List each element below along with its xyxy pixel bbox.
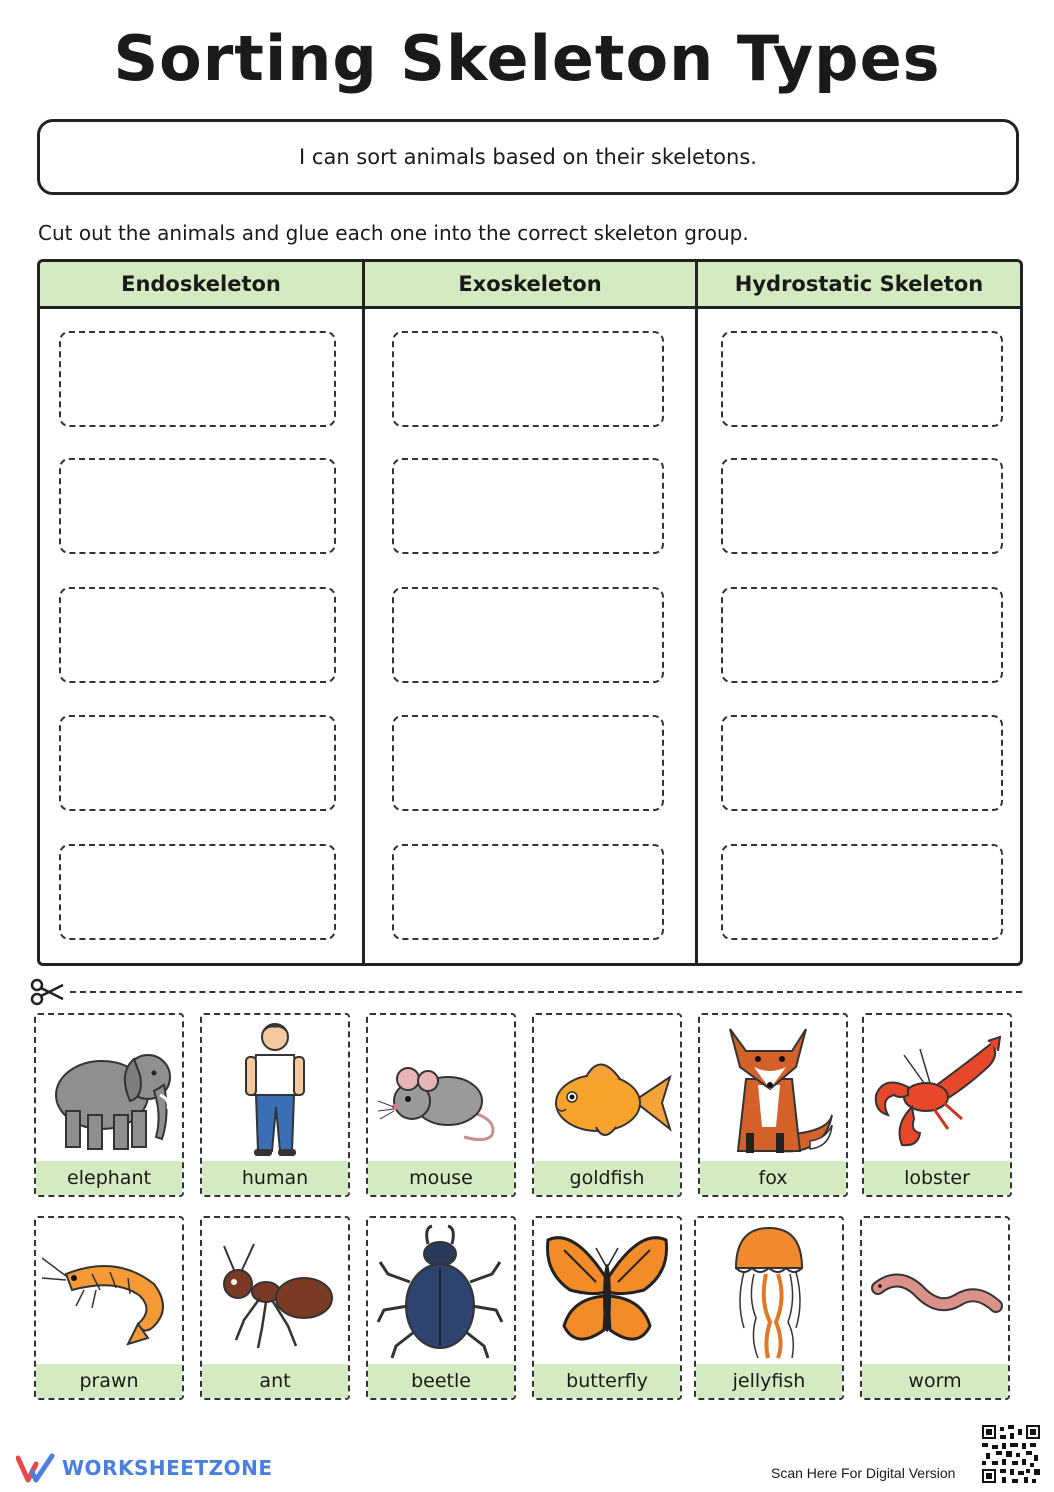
drop-slot[interactable]	[721, 844, 1003, 940]
learning-objective-text: I can sort animals based on their skeletons.	[299, 145, 757, 169]
column-hydrostatic-skeleton	[695, 262, 1020, 963]
drop-slot[interactable]	[392, 587, 664, 683]
drop-slot[interactable]	[59, 587, 336, 683]
brand-name: WORKSHEETZONE	[62, 1456, 273, 1480]
card-label: prawn	[36, 1364, 182, 1398]
column-header-exoskeleton: Exoskeleton	[365, 262, 695, 309]
drop-slot[interactable]	[721, 331, 1003, 427]
animal-card-worm[interactable]	[860, 1216, 1010, 1400]
beetle-icon	[368, 1218, 514, 1364]
drop-slot[interactable]	[59, 715, 336, 811]
drop-slot[interactable]	[721, 587, 1003, 683]
card-label: human	[202, 1161, 348, 1195]
card-label: fox	[700, 1161, 846, 1195]
column-header-hydrostatic: Hydrostatic Skeleton	[698, 262, 1020, 309]
drop-slot[interactable]	[392, 715, 664, 811]
animal-card-human[interactable]	[200, 1013, 350, 1197]
card-label: elephant	[36, 1161, 182, 1195]
qr-code-icon[interactable]	[982, 1425, 1040, 1483]
animal-card-prawn[interactable]	[34, 1216, 184, 1400]
card-label: lobster	[864, 1161, 1010, 1195]
card-label: worm	[862, 1364, 1008, 1398]
animal-card-ant[interactable]	[200, 1216, 350, 1400]
card-label: ant	[202, 1364, 348, 1398]
animal-card-butterfly[interactable]	[532, 1216, 682, 1400]
mouse-icon	[368, 1015, 514, 1161]
drop-slot[interactable]	[392, 331, 664, 427]
animal-card-beetle[interactable]	[366, 1216, 516, 1400]
drop-slot[interactable]	[392, 458, 664, 554]
goldfish-icon	[534, 1015, 680, 1161]
column-exoskeleton	[362, 262, 695, 963]
brand-logo	[16, 1452, 272, 1484]
page-title: Sorting Skeleton Types	[113, 22, 941, 95]
jellyfish-icon	[696, 1218, 842, 1364]
butterfly-icon	[534, 1218, 680, 1364]
prawn-icon	[36, 1218, 182, 1364]
lobster-icon	[864, 1015, 1010, 1161]
cut-line	[70, 991, 1022, 993]
drop-slot[interactable]	[59, 458, 336, 554]
card-label: mouse	[368, 1161, 514, 1195]
card-label: butterfly	[534, 1364, 680, 1398]
human-icon	[202, 1015, 348, 1161]
learning-objective-box	[37, 119, 1019, 195]
fox-icon	[700, 1015, 846, 1161]
ant-icon	[202, 1218, 348, 1364]
card-label: beetle	[368, 1364, 514, 1398]
drop-slot[interactable]	[59, 844, 336, 940]
drop-slot[interactable]	[392, 844, 664, 940]
animal-card-fox[interactable]	[698, 1013, 848, 1197]
animal-card-lobster[interactable]	[862, 1013, 1012, 1197]
sorting-table	[37, 259, 1023, 966]
drop-slot[interactable]	[721, 715, 1003, 811]
drop-slot[interactable]	[721, 458, 1003, 554]
drop-slot[interactable]	[59, 331, 336, 427]
card-label: jellyfish	[696, 1364, 842, 1398]
scissors-icon	[30, 977, 64, 1007]
worm-icon	[862, 1218, 1008, 1364]
instructions-text: Cut out the animals and glue each one into the correct skeleton group.	[38, 221, 749, 245]
scan-text: Scan Here For Digital Version	[771, 1465, 956, 1481]
elephant-icon	[36, 1015, 182, 1161]
card-label: goldfish	[534, 1161, 680, 1195]
animal-card-goldfish[interactable]	[532, 1013, 682, 1197]
animal-card-mouse[interactable]	[366, 1013, 516, 1197]
animal-card-elephant[interactable]	[34, 1013, 184, 1197]
column-header-endoskeleton: Endoskeleton	[40, 262, 362, 309]
column-endoskeleton	[40, 262, 362, 963]
animal-card-jellyfish[interactable]	[694, 1216, 844, 1400]
worksheetzone-logo-icon	[16, 1452, 56, 1484]
